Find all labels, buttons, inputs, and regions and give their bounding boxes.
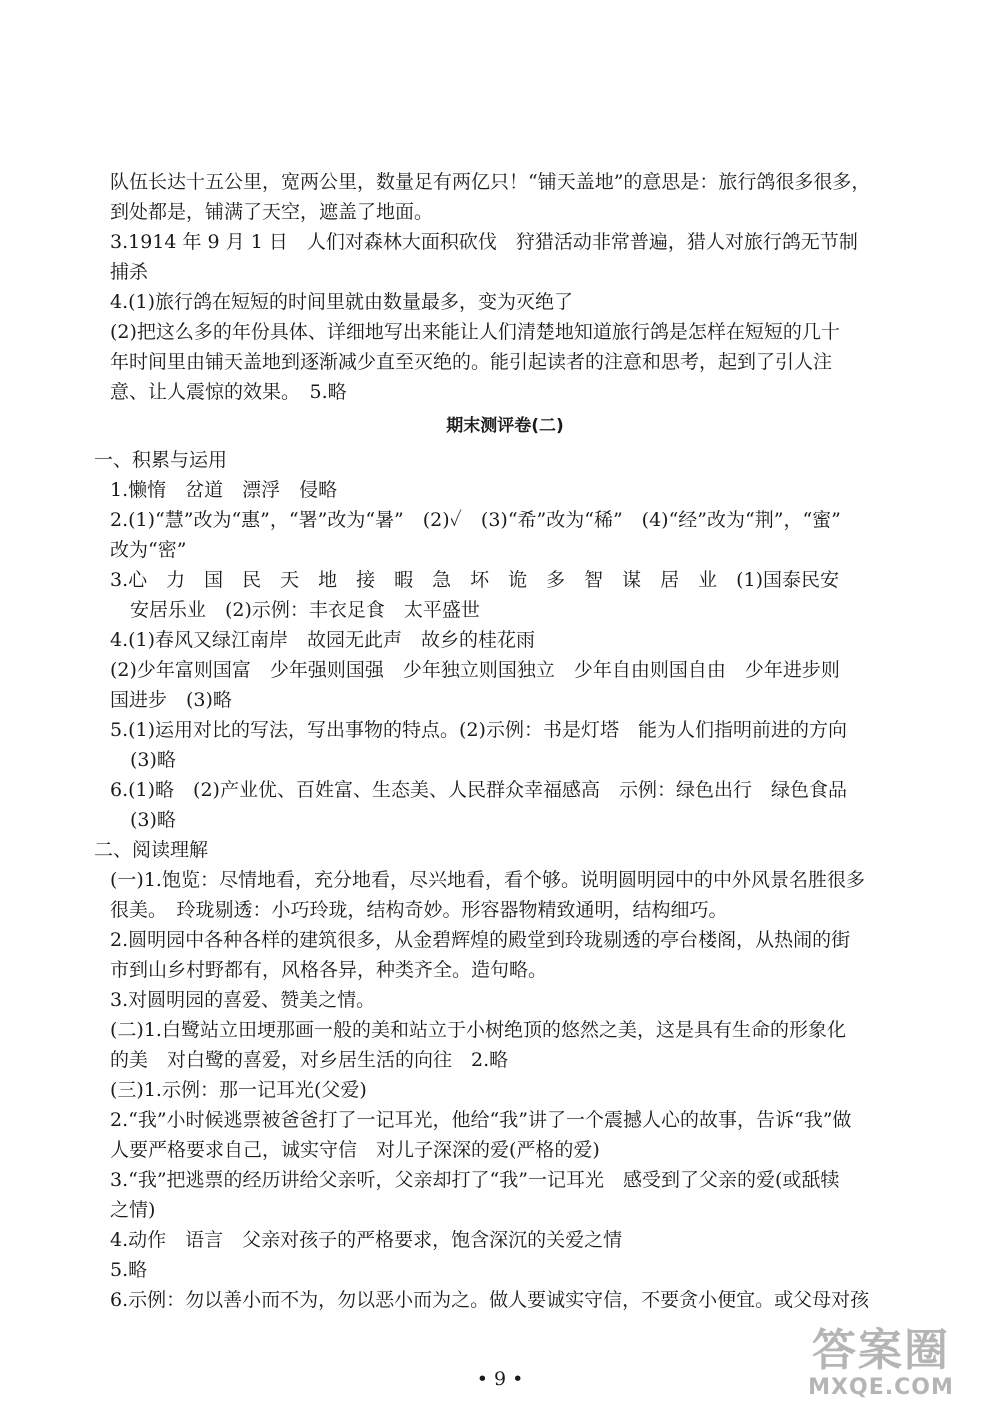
text-line: 4.(1)春风又绿江南岸 故园无此声 故乡的桂花雨: [110, 629, 536, 651]
section-title: 期末测评卷(二): [446, 416, 564, 436]
text-line: 2.圆明园中各种各样的建筑很多，从金碧辉煌的殿堂到玲珑剔透的亭台楼阁，从热闹的街: [110, 929, 851, 951]
text-line: 年时间里由铺天盖地到逐渐减少直至灭绝的。能引起读者的注意和思考，起到了引人注: [110, 351, 833, 373]
text-line: (3)略: [130, 749, 176, 771]
text-line: 1.懒惰 岔道 漂浮 侵略: [110, 479, 338, 501]
text-line: 3.“我”把逃票的经历讲给父亲听，父亲却打了“我”一记耳光 感受到了父亲的爱(或舐犊: [110, 1169, 840, 1191]
page-number: • 9 •: [476, 1368, 524, 1390]
text-line: 安居乐业 (2)示例：丰衣足食 太平盛世: [130, 599, 480, 621]
text-line: 5.(1)运用对比的写法，写出事物的特点。(2)示例：书是灯塔 能为人们指明前进的方向: [110, 719, 847, 741]
text-line: (一)1.饱览：尽情地看，充分地看，尽兴地看，看个够。说明圆明园中的中外风景名胜很多: [110, 869, 865, 891]
text-line: 3.对圆明园的喜爱、赞美之情。: [110, 989, 376, 1011]
text-line: 队伍长达十五公里，宽两公里，数量足有两亿只！“铺天盖地”的意思是：旅行鸽很多很多，: [110, 171, 871, 193]
text-line: 4.(1)旅行鸽在短短的时间里就由数量最多，变为灭绝了: [110, 291, 574, 313]
text-line: 6.示例：勿以善小而不为，勿以恶小而为之。做人要诚实守信，不要贪小便宜。或父母对孩: [110, 1289, 870, 1311]
site-watermark: [786, 1327, 976, 1405]
text-line: 3.1914 年 9 月 1 日 人们对森林大面积砍伐 狩猎活动非常普遍，猎人对旅行鸽无节制: [110, 231, 858, 253]
text-line: (2)少年富则国富 少年强则国强 少年独立则国独立 少年自由则国自由 少年进步则: [110, 659, 840, 681]
text-line: 意、让人震惊的效果。 5.略: [110, 381, 347, 403]
text-line: 2.(1)“慧”改为“惠”，“署”改为“暑” (2)✓ (3)“希”改为“稀” (4)“经”改为“荆”，“蜜”: [110, 509, 841, 531]
text-line: 市到山乡村野都有，风格各异，种类齐全。造句略。: [110, 959, 548, 981]
text-line: 3.心 力 国 民 天 地 接 暇 急 坏 诡 多 智 谋 居 业 (1)国泰民安: [110, 569, 840, 591]
text-line: 4.动作 语言 父亲对孩子的严格要求，饱含深沉的关爱之情: [110, 1229, 623, 1251]
text-line: (三)1.示例：那一记耳光(父爱): [110, 1079, 367, 1101]
watermark-logo-text: 答案圈: [812, 1325, 950, 1376]
text-line: 国进步 (3)略: [110, 689, 232, 711]
text-line: 很美。 玲珑剔透：小巧玲珑，结构奇妙。形容器物精致通明，结构细巧。: [110, 899, 728, 921]
text-line: (二)1.白鹭站立田埂那画一般的美和站立于小树绝顶的悠然之美，这是具有生命的形象化: [110, 1019, 846, 1041]
text-line: (2)把这么多的年份具体、详细地写出来能让人们清楚地知道旅行鸽是怎样在短短的几十: [110, 321, 840, 343]
watermark-domain: MXQE.COM: [808, 1375, 954, 1400]
text-line: 改为“密”: [110, 539, 187, 561]
text-line: 2.“我”小时候逃票被爸爸打了一记耳光，他给“我”讲了一个震撼人心的故事，告诉“我”做: [110, 1109, 852, 1131]
text-line: 6.(1)略 (2)产业优、百姓富、生态美、人民群众幸福感高 示例：绿色出行 绿色食品: [110, 779, 847, 801]
text-line: 之情): [110, 1199, 156, 1221]
section-heading: 一、积累与运用: [94, 449, 228, 471]
text-line: 捕杀: [110, 261, 149, 283]
text-line: 人要严格要求自己，诚实守信 对儿子深深的爱(严格的爱): [110, 1139, 600, 1161]
text-line: 5.略: [110, 1259, 148, 1281]
text-line: 到处都是，铺满了天空，遮盖了地面。: [110, 201, 434, 223]
text-line: (3)略: [130, 809, 176, 831]
answer-text: [94, 167, 900, 1315]
section-heading: 二、阅读理解: [94, 839, 209, 861]
text-line: 的美 对白鹭的喜爱，对乡居生活的向往 2.略: [110, 1049, 509, 1071]
